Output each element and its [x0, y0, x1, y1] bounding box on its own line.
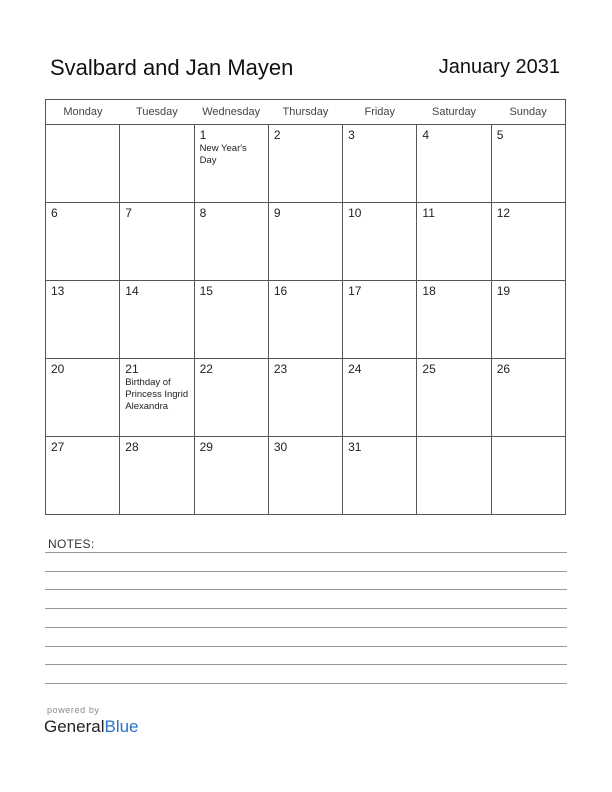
day-cell [194, 281, 268, 359]
day-cell [268, 359, 342, 437]
holiday-label: New Year's Day [199, 143, 247, 166]
day-cell [491, 203, 565, 281]
weekday-header: Tuesday [120, 100, 194, 125]
note-line [45, 552, 567, 553]
weekday-header: Thursday [268, 100, 342, 125]
day-cell [46, 359, 120, 437]
month-title: January 2031 [438, 56, 560, 78]
weekday-header: Monday [46, 100, 120, 125]
day-number: 10 [348, 206, 362, 220]
logo-blue: Blue [104, 717, 139, 736]
weekday-header-row [46, 100, 566, 125]
day-cell [343, 125, 417, 203]
day-cell [268, 281, 342, 359]
day-cell [343, 281, 417, 359]
day-cell [268, 125, 342, 203]
day-cell [120, 125, 194, 203]
day-cell [417, 125, 491, 203]
day-number: 21 [125, 362, 139, 376]
day-cell [194, 359, 268, 437]
day-number: 19 [496, 284, 511, 298]
day-cell [194, 125, 268, 203]
day-number: 27 [51, 440, 65, 454]
day-number: 14 [125, 284, 139, 298]
day-cell [491, 125, 565, 203]
day-number: 17 [348, 284, 362, 298]
day-number: 5 [496, 128, 504, 142]
generalblue-logo [44, 717, 139, 737]
day-cell [417, 281, 491, 359]
day-cell [46, 203, 120, 281]
day-number: 23 [273, 362, 288, 376]
note-line [45, 571, 567, 572]
notes-label: NOTES: [48, 537, 95, 551]
note-line [45, 664, 567, 665]
holiday-label: Birthday of Princess Ingrid Alexandra [125, 377, 189, 412]
week-row [46, 281, 566, 359]
week-row [46, 203, 566, 281]
day-cell [491, 281, 565, 359]
logo-general: General [44, 717, 105, 736]
day-cell [120, 359, 194, 437]
day-number: 9 [273, 206, 281, 220]
day-cell [120, 281, 194, 359]
weekday-header: Wednesday [194, 100, 268, 125]
day-number: 6 [51, 206, 58, 220]
day-number: 7 [125, 206, 132, 220]
week-row [46, 359, 566, 437]
day-cell [343, 359, 417, 437]
day-number: 16 [273, 284, 288, 298]
day-cell [491, 437, 565, 515]
day-number: 4 [422, 128, 430, 142]
day-number: 3 [348, 128, 355, 142]
calendar-grid [45, 99, 566, 515]
day-cell [417, 203, 491, 281]
day-number: 26 [496, 362, 511, 376]
day-number: 28 [125, 440, 139, 454]
day-cell [343, 437, 417, 515]
day-cell [120, 203, 194, 281]
day-number: 31 [348, 440, 362, 454]
day-cell [491, 359, 565, 437]
day-number: 25 [422, 362, 436, 376]
day-cell [268, 437, 342, 515]
day-number: 29 [199, 440, 213, 454]
weekday-header: Sunday [491, 100, 565, 125]
week-row [46, 125, 566, 203]
day-cell [46, 125, 120, 203]
note-line [45, 589, 567, 590]
day-number: 20 [51, 362, 65, 376]
day-number: 15 [199, 284, 213, 298]
day-number: 12 [496, 206, 511, 220]
week-row [46, 437, 566, 515]
note-line [45, 646, 567, 647]
day-cell [46, 437, 120, 515]
day-number: 8 [199, 206, 207, 220]
note-line [45, 608, 567, 609]
day-cell [194, 437, 268, 515]
weekday-header: Saturday [417, 100, 491, 125]
day-cell [120, 437, 194, 515]
day-cell [268, 203, 342, 281]
day-number: 24 [348, 362, 362, 376]
day-cell [417, 359, 491, 437]
day-number: 11 [422, 206, 435, 220]
day-cell [343, 203, 417, 281]
day-number: 30 [273, 440, 288, 454]
region-title: Svalbard and Jan Mayen [50, 55, 294, 80]
day-number: 18 [422, 284, 436, 298]
note-line [45, 683, 567, 684]
day-number: 1 [199, 128, 207, 142]
day-number: 13 [51, 284, 65, 298]
day-number: 2 [273, 128, 281, 142]
weekday-header: Friday [343, 100, 417, 125]
day-cell [46, 281, 120, 359]
note-line [45, 627, 567, 628]
day-cell [194, 203, 268, 281]
day-number: 22 [199, 362, 213, 376]
powered-by-text: powered by [47, 705, 100, 715]
day-cell [417, 437, 491, 515]
